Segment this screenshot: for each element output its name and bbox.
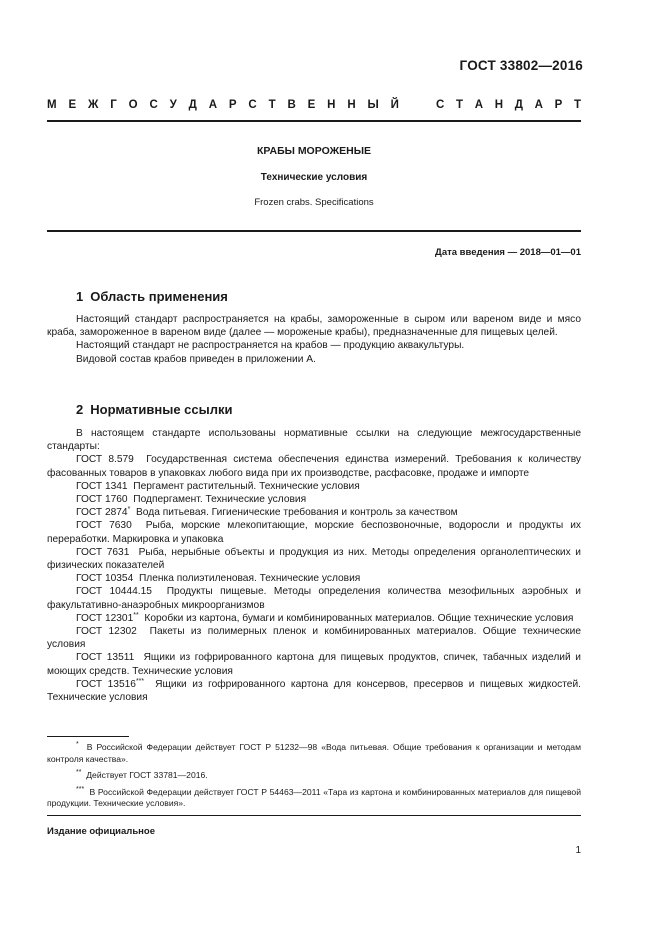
reference-item — [47, 572, 581, 585]
banner-letter: А — [474, 99, 484, 111]
banner-letter: Р — [228, 99, 237, 111]
standard-number: ГОСТ 33802—2016 — [459, 58, 583, 73]
section-2-title: Нормативные ссылки — [90, 402, 233, 417]
banner-letter: Д — [188, 99, 197, 111]
section-2-number: 2 — [76, 402, 84, 417]
reference-title: Ящики из гофрированного картона для пищевых продуктов, спичек, табачных изделий и моющих средств. Технические условия — [47, 652, 581, 677]
banner-letter: Е — [68, 99, 77, 111]
footnotes — [47, 742, 581, 815]
reference-code: ГОСТ 1341 — [76, 480, 128, 492]
reference-title: Вода питьевая. Гигиенические требования и контроль за качеством — [136, 507, 458, 519]
banner-letter: Т — [268, 99, 276, 111]
banner-letter: С — [149, 99, 158, 111]
reference-title: Государственная система обеспечения единства измерений. Требования к количеству фасованных товаров в упаковках любого вида при их производстве, расфасовке, продаже и импорте — [47, 454, 582, 479]
footnote-item — [47, 770, 581, 782]
banner-letter: Р — [554, 99, 563, 111]
interstate-standard-banner — [47, 99, 581, 111]
banner-letter: Н — [347, 99, 356, 111]
footnote-marker: *** — [76, 785, 85, 793]
top-divider — [47, 120, 581, 122]
footnote-divider — [47, 736, 129, 737]
reference-title: Пергамент растительный. Технические условия — [133, 480, 360, 492]
banner-word-interstate — [47, 99, 399, 111]
section-1-paragraph: Настоящий стандарт не распространяется на крабов — продукцию аквакультуры. — [76, 340, 465, 352]
reference-item — [47, 546, 581, 572]
banner-letter: Ж — [87, 99, 99, 111]
banner-letter: Г — [110, 99, 117, 111]
banner-letter: У — [169, 99, 177, 111]
footnote-item — [47, 742, 581, 765]
official-edition-label: Издание официальное — [47, 826, 155, 837]
banner-letter: Д — [514, 99, 523, 111]
footnote-marker: * — [76, 741, 79, 748]
footnote-marker: *** — [135, 677, 145, 685]
reference-item — [47, 480, 581, 493]
reference-code: ГОСТ 2874 — [76, 507, 128, 519]
section-1-paragraph: Видовой состав крабов приведен в приложении А. — [76, 353, 316, 365]
introduction-date: Дата введения — 2018—01—01 — [435, 247, 581, 258]
section-1-heading — [76, 289, 228, 304]
banner-letter: М — [47, 99, 57, 111]
page-number: 1 — [575, 845, 581, 856]
reference-item — [47, 612, 581, 625]
footnote-marker: ** — [76, 769, 82, 777]
banner-letter: С — [436, 99, 445, 111]
section-2-intro: В настоящем стандарте использованы нормативные ссылки на следующие межгосударственные стандарты: — [47, 428, 581, 453]
reference-item — [47, 625, 581, 651]
footnote-marker: ** — [133, 611, 139, 619]
reference-title: Подпергамент. Технические условия — [133, 494, 307, 506]
banner-letter: О — [128, 99, 138, 111]
banner-letter: Й — [390, 99, 399, 111]
reference-code: ГОСТ 12301 — [76, 612, 134, 624]
section-2-heading — [76, 402, 232, 417]
banner-letter: Ы — [367, 99, 379, 111]
reference-item — [47, 453, 581, 479]
banner-word-standard — [436, 99, 581, 111]
footnote-marker: * — [127, 506, 131, 514]
reference-title: Коробки из картона, бумаги и комбинированных материалов. Общие технические условия — [144, 612, 574, 624]
reference-code: ГОСТ 1760 — [76, 494, 128, 506]
banner-letter: Н — [327, 99, 336, 111]
reference-title: Продукты пищевые. Методы определения количества мезофильных аэробных и факультативно-анаэробных микроорганизмов — [47, 586, 581, 611]
banner-letter: Т — [456, 99, 464, 111]
reference-code: ГОСТ 13511 — [76, 652, 135, 664]
title-divider — [47, 230, 581, 232]
reference-item — [47, 519, 581, 545]
reference-item — [47, 678, 581, 704]
section-1-title: Область применения — [90, 289, 228, 304]
footnote-item — [47, 787, 581, 810]
reference-title: Рыба, нерыбные объекты и продукция из них. Методы определения органолептических и физических показателей — [47, 546, 581, 572]
reference-code: ГОСТ 7630 — [76, 520, 132, 532]
normative-references-list — [47, 453, 581, 704]
banner-letter: Е — [307, 99, 316, 111]
footnote-text: В Российской Федерации действует ГОСТ Р 51232—98 «Вода питьевая. Общие требования к организации и методам контроля качества». — [47, 742, 581, 764]
section-2-body — [47, 427, 581, 704]
footnote-text: В Российской Федерации действует ГОСТ Р 54463—2011 «Тара из картона и комбинированных материалов для пищевой продукции. Технические условия». — [47, 786, 581, 809]
footer-divider — [47, 815, 581, 816]
reference-code: ГОСТ 10354 — [76, 573, 134, 585]
banner-letter: С — [248, 99, 257, 111]
section-1-body — [47, 313, 581, 366]
banner-letter: Т — [573, 99, 581, 111]
reference-title: Пленка полиэтиленовая. Технические условия — [138, 573, 361, 585]
reference-title: Рыба, морские млекопитающие, морские беспозвоночные, водоросли и продукты их переработки. Маркировка и упаковка — [47, 520, 581, 545]
reference-title: Ящики из гофрированного картона для консервов, пресервов и пищевых жидкостей. Технические условия — [47, 678, 581, 704]
reference-code: ГОСТ 13516 — [76, 678, 136, 690]
document-subtitle: Технические условия — [260, 172, 368, 183]
banner-letter: А — [534, 99, 543, 111]
reference-code: ГОСТ 12302 — [76, 626, 137, 638]
banner-letter: Н — [494, 99, 504, 111]
footnote-text: Действует ГОСТ 33781—2016. — [86, 770, 208, 781]
reference-code: ГОСТ 8.579 — [76, 454, 134, 466]
reference-item — [47, 585, 581, 611]
section-1-paragraph: Настоящий стандарт распространяется на крабы, замороженные в сыром или вареном виде и мясо краба, замороженное в вареном виде (далее — мороженые крабы), предназначенные для пищевых целей. — [47, 314, 581, 339]
reference-item — [47, 651, 581, 677]
reference-item — [47, 493, 581, 506]
document-title: КРАБЫ МОРОЖЕНЫЕ — [257, 145, 371, 157]
reference-item — [47, 506, 581, 519]
banner-letter: А — [208, 99, 218, 111]
banner-letter: В — [287, 99, 296, 111]
english-title: Frozen crabs. Specifications — [254, 197, 374, 208]
section-1-number: 1 — [76, 289, 84, 304]
reference-code: ГОСТ 7631 — [76, 546, 130, 558]
reference-title: Пакеты из полимерных пленок и комбинированных материалов. Общие технические условия — [47, 626, 581, 651]
reference-code: ГОСТ 10444.15 — [76, 586, 152, 598]
